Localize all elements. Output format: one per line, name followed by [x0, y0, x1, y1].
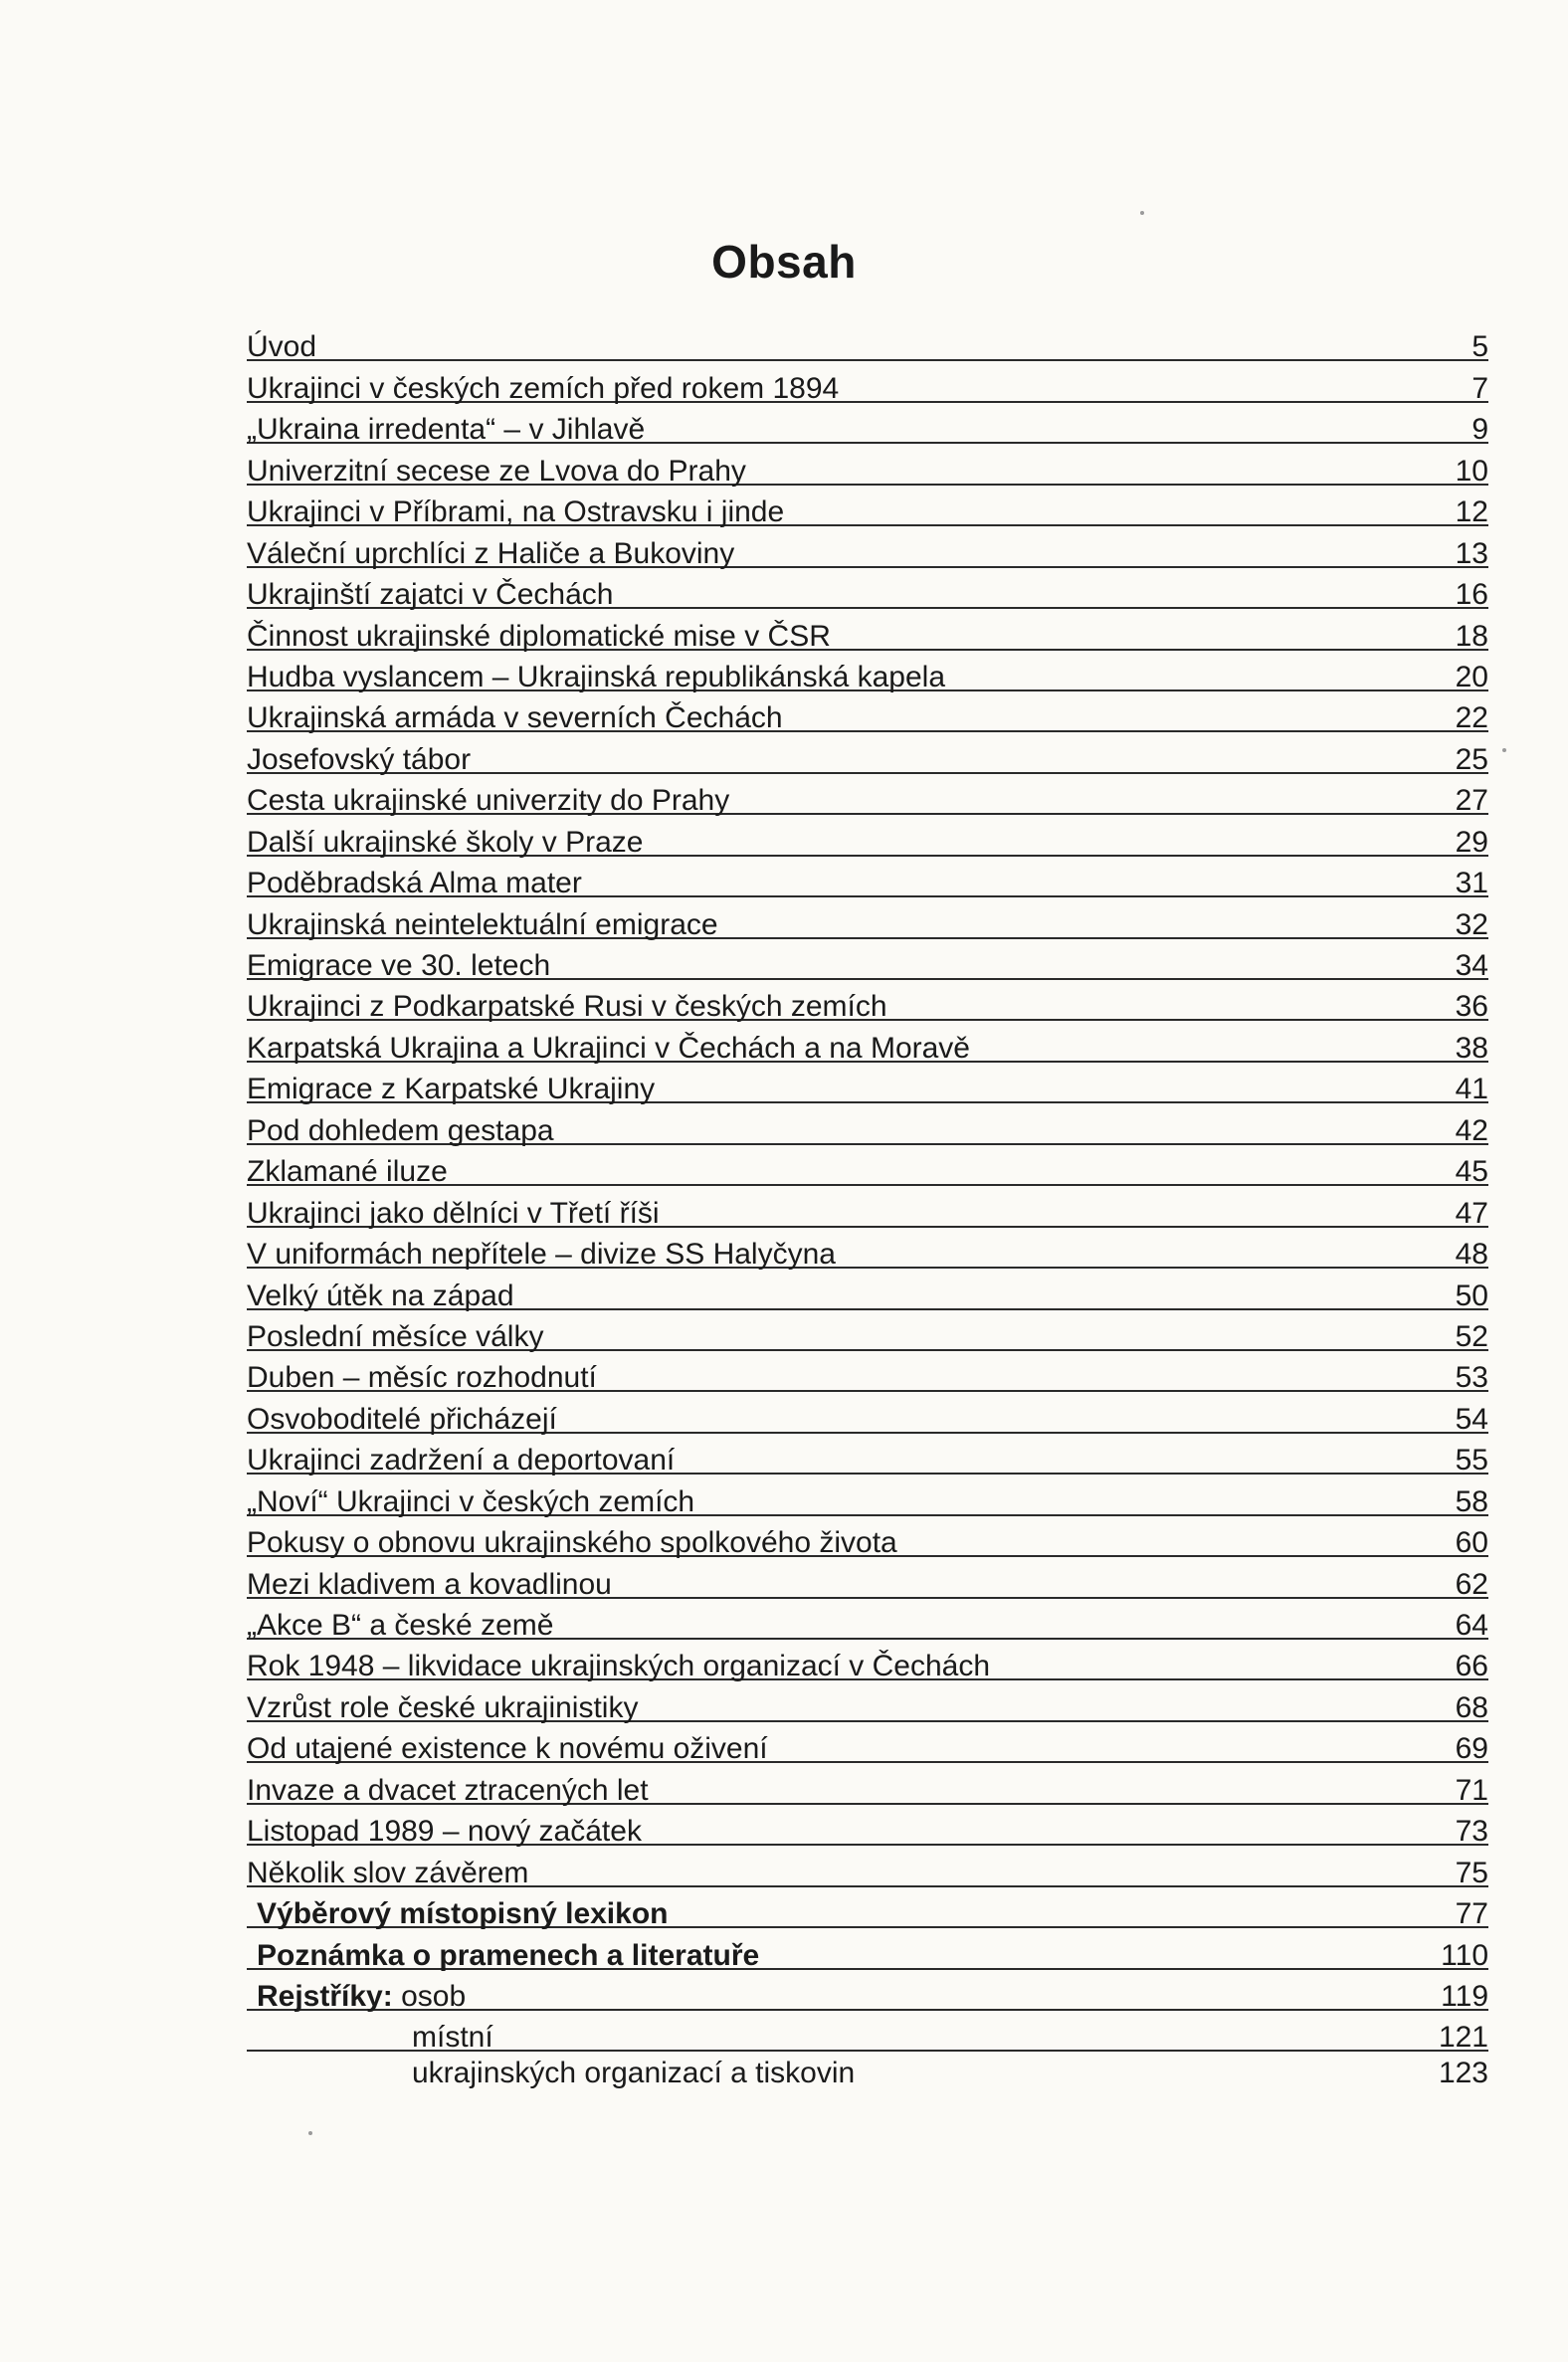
toc-entry-title-text: Josefovský tábor [247, 742, 472, 776]
toc-entry-page-number: 18 [1455, 619, 1488, 653]
toc-entry-page-number: 5 [1471, 330, 1488, 364]
toc-entry-title-text: Úvod [247, 330, 317, 364]
toc-entry [247, 1557, 1488, 1601]
toc-entry-title-text: Mezi kladivem a kovadlinou [247, 1567, 612, 1601]
toc-entry [247, 857, 1488, 900]
toc-entry [247, 1887, 1488, 1931]
toc-entry [247, 651, 1488, 691]
toc-entry-title-text: Invaze a dvacet ztracených let [247, 1773, 649, 1807]
toc-entry [247, 1970, 1488, 2011]
toc-entry [247, 732, 1488, 776]
toc-entry-page-number: 9 [1471, 413, 1488, 447]
toc-entry [247, 939, 1488, 980]
toc-entry-page-number: 77 [1455, 1897, 1488, 1931]
paper-speck [1502, 748, 1506, 752]
toc-entry-title-text: Vzrůst role české ukrajinistiky [247, 1690, 639, 1724]
toc-entry-page-number: 50 [1455, 1279, 1488, 1312]
toc-entry-title-text: Poděbradská Alma mater [247, 867, 582, 900]
toc-entry [247, 1805, 1488, 1849]
toc-entry-page-number: 13 [1455, 536, 1488, 570]
toc-entry-title-text: Ukrajinská armáda v severních Čechách [247, 701, 783, 735]
toc-entry-page-number: 41 [1455, 1073, 1488, 1106]
toc-entry-page-number: 73 [1455, 1815, 1488, 1849]
toc-entry [247, 691, 1488, 735]
toc-entry-title-text: Ukrajinská neintelektuální emigrace [247, 907, 718, 941]
toc-entry-title-text: Poznámka o pramenech a literatuře [257, 1938, 760, 1972]
toc-entry-title-text: Hudba vyslancem – Ukrajinská republikánská kapela [247, 660, 946, 693]
toc-entry [247, 980, 1488, 1024]
toc-entry [247, 1186, 1488, 1230]
toc-entry-page-number: 58 [1455, 1484, 1488, 1518]
toc-entry [247, 1228, 1488, 1272]
toc-entry-title-text: „Akce B“ a české země [247, 1609, 554, 1642]
toc-entry-title-text: Listopad 1989 – nový začátek [247, 1815, 642, 1849]
toc-entry-title-text: Osvoboditelé přicházejí [247, 1402, 557, 1436]
toc-entry-page-number: 48 [1455, 1238, 1488, 1272]
toc-entry [247, 361, 1488, 405]
toc-entry-title-text: Od utajené existence k novému oživení [247, 1732, 768, 1766]
toc-entry [247, 1640, 1488, 1683]
toc-entry [247, 1103, 1488, 1147]
toc-entry [247, 2011, 1488, 2055]
toc-entry-page-number: 42 [1455, 1113, 1488, 1147]
toc-entry-page-number: 27 [1455, 784, 1488, 818]
toc-entry-title-text: Činnost ukrajinské diplomatické mise v ČSR [247, 619, 831, 653]
toc-entry-title-text: Ukrajinci jako dělníci v Třetí říši [247, 1196, 660, 1230]
toc-entry-page-number: 22 [1455, 701, 1488, 735]
toc-entry [247, 897, 1488, 941]
toc-entry-page-number: 47 [1455, 1196, 1488, 1230]
toc-entry [247, 774, 1488, 818]
toc-entry-page-number: 75 [1455, 1856, 1488, 1889]
toc-entry-page-number: 53 [1455, 1361, 1488, 1395]
toc-entry-title-text: Cesta ukrajinské univerzity do Prahy [247, 784, 730, 818]
toc-entry-page-number: 71 [1455, 1773, 1488, 1807]
toc-entry-title-text: V uniformách nepřítele – divize SS Halyčyna [247, 1238, 836, 1272]
toc-entry-title-text: Pokusy o obnovu ukrajinského spolkového života [247, 1526, 897, 1560]
toc-entry [247, 1516, 1488, 1560]
page-title: Obsah [711, 236, 857, 288]
toc-entry [247, 1392, 1488, 1436]
toc-entry-title-text: Rok 1948 – likvidace ukrajinských organizací v Čechách [247, 1650, 991, 1683]
toc-entry [247, 1021, 1488, 1065]
toc-entry-page-number: 64 [1455, 1609, 1488, 1642]
toc-entry-title-text: Univerzitní secese ze Lvova do Prahy [247, 454, 746, 488]
toc-entry [247, 444, 1488, 488]
toc-entry [247, 486, 1488, 529]
toc-entry-title-text: ukrajinských organizací a tiskovin [412, 2056, 856, 2089]
toc-entry-title-text: Emigrace z Karpatské Ukrajiny [247, 1073, 656, 1106]
toc-entry-page-number: 52 [1455, 1319, 1488, 1353]
toc-entry [247, 1351, 1488, 1395]
toc-entry-title-text: Ukrajinci v Příbrami, na Ostravsku i jinde [247, 495, 785, 529]
toc-entry-page-number: 38 [1455, 1031, 1488, 1065]
toc-entry [247, 1846, 1488, 1889]
paper-speck [308, 2131, 312, 2135]
toc-entry-page-number: 34 [1455, 949, 1488, 982]
toc-entry-page-number: 54 [1455, 1402, 1488, 1436]
toc-entry-title-text: Poslední měsíce války [247, 1319, 544, 1353]
toc-entry-title-text: Pod dohledem gestapa [247, 1113, 554, 1147]
toc-entry-title-text: Několik slov závěrem [247, 1856, 529, 1889]
toc-entry-title [412, 2053, 855, 2093]
toc-entry [247, 2052, 1488, 2092]
toc-entry [247, 1680, 1488, 1724]
toc-entry-title-rest: osob [392, 1979, 467, 2013]
toc-entry-title-text: Zklamané iluze [247, 1155, 448, 1189]
toc-entry [247, 1269, 1488, 1312]
toc-entry-title-text: Ukrajinci zadržení a deportovaní [247, 1444, 676, 1477]
toc-entry [247, 1928, 1488, 1972]
toc-entry [247, 403, 1488, 447]
toc-entry-page-number: 60 [1455, 1526, 1488, 1560]
toc-entry [247, 815, 1488, 859]
table-of-contents [247, 320, 1488, 2093]
toc-entry [247, 1475, 1488, 1518]
toc-entry [247, 1722, 1488, 1766]
toc-entry-page-number: 25 [1455, 742, 1488, 776]
toc-entry [247, 1599, 1488, 1640]
toc-entry [247, 609, 1488, 653]
toc-entry-page-number: 36 [1455, 990, 1488, 1024]
toc-entry [247, 1145, 1488, 1189]
toc-entry-title-text: Váleční uprchlíci z Haliče a Bukoviny [247, 536, 735, 570]
toc-entry-title-text: Výběrový místopisný lexikon [257, 1897, 669, 1931]
toc-entry-page-number: 45 [1455, 1155, 1488, 1189]
toc-entry-page-number: 123 [1438, 2056, 1488, 2089]
toc-entry [247, 1310, 1488, 1351]
toc-entry-page-number: 7 [1471, 371, 1488, 405]
toc-entry-page-number: 62 [1455, 1567, 1488, 1601]
toc-entry-page-number: 55 [1455, 1444, 1488, 1477]
toc-entry-page-number: 68 [1455, 1690, 1488, 1724]
toc-entry-title-text: Emigrace ve 30. letech [247, 949, 551, 982]
toc-entry-page-number: 20 [1455, 660, 1488, 693]
toc-entry-title-text: „Ukraina irredenta“ – v Jihlavě [247, 413, 646, 447]
toc-entry-page-number: 119 [1441, 1979, 1488, 2013]
toc-entry-page-number: 29 [1455, 825, 1488, 859]
toc-entry-page-number: 16 [1455, 578, 1488, 612]
toc-entry-title-text: Ukrajinci v českých zemích před rokem 1894 [247, 371, 840, 405]
toc-entry-title-text: Ukrajinští zajatci v Čechách [247, 578, 614, 612]
toc-entry-page-number: 10 [1455, 454, 1488, 488]
toc-entry-page-number: 12 [1455, 495, 1488, 529]
toc-entry [247, 568, 1488, 612]
paper-speck [1140, 211, 1144, 215]
toc-entry-page-number: 69 [1455, 1732, 1488, 1766]
toc-entry-page-number: 110 [1441, 1938, 1488, 1972]
toc-entry [247, 526, 1488, 570]
toc-entry-title-text: Velký útěk na západ [247, 1279, 514, 1312]
toc-entry [247, 1434, 1488, 1475]
toc-entry [247, 320, 1488, 364]
toc-entry-title-text: Rejstříky: [257, 1979, 393, 2013]
toc-entry [247, 1063, 1488, 1106]
toc-entry [247, 1763, 1488, 1807]
toc-entry-page-number: 31 [1455, 867, 1488, 900]
toc-entry-title-text: Duben – měsíc rozhodnutí [247, 1361, 597, 1395]
toc-entry-title-text: místní [412, 2021, 493, 2055]
toc-entry-page-number: 66 [1455, 1650, 1488, 1683]
toc-entry-title-text: „Noví“ Ukrajinci v českých zemích [247, 1484, 695, 1518]
toc-entry-title-text: Karpatská Ukrajina a Ukrajinci v Čechách a na Moravě [247, 1031, 970, 1065]
toc-entry-title-text: Další ukrajinské školy v Praze [247, 825, 644, 859]
toc-entry-page-number: 32 [1455, 907, 1488, 941]
toc-entry-title-text: Ukrajinci z Podkarpatské Rusi v českých zemích [247, 990, 887, 1024]
toc-entry-page-number: 121 [1438, 2021, 1488, 2055]
